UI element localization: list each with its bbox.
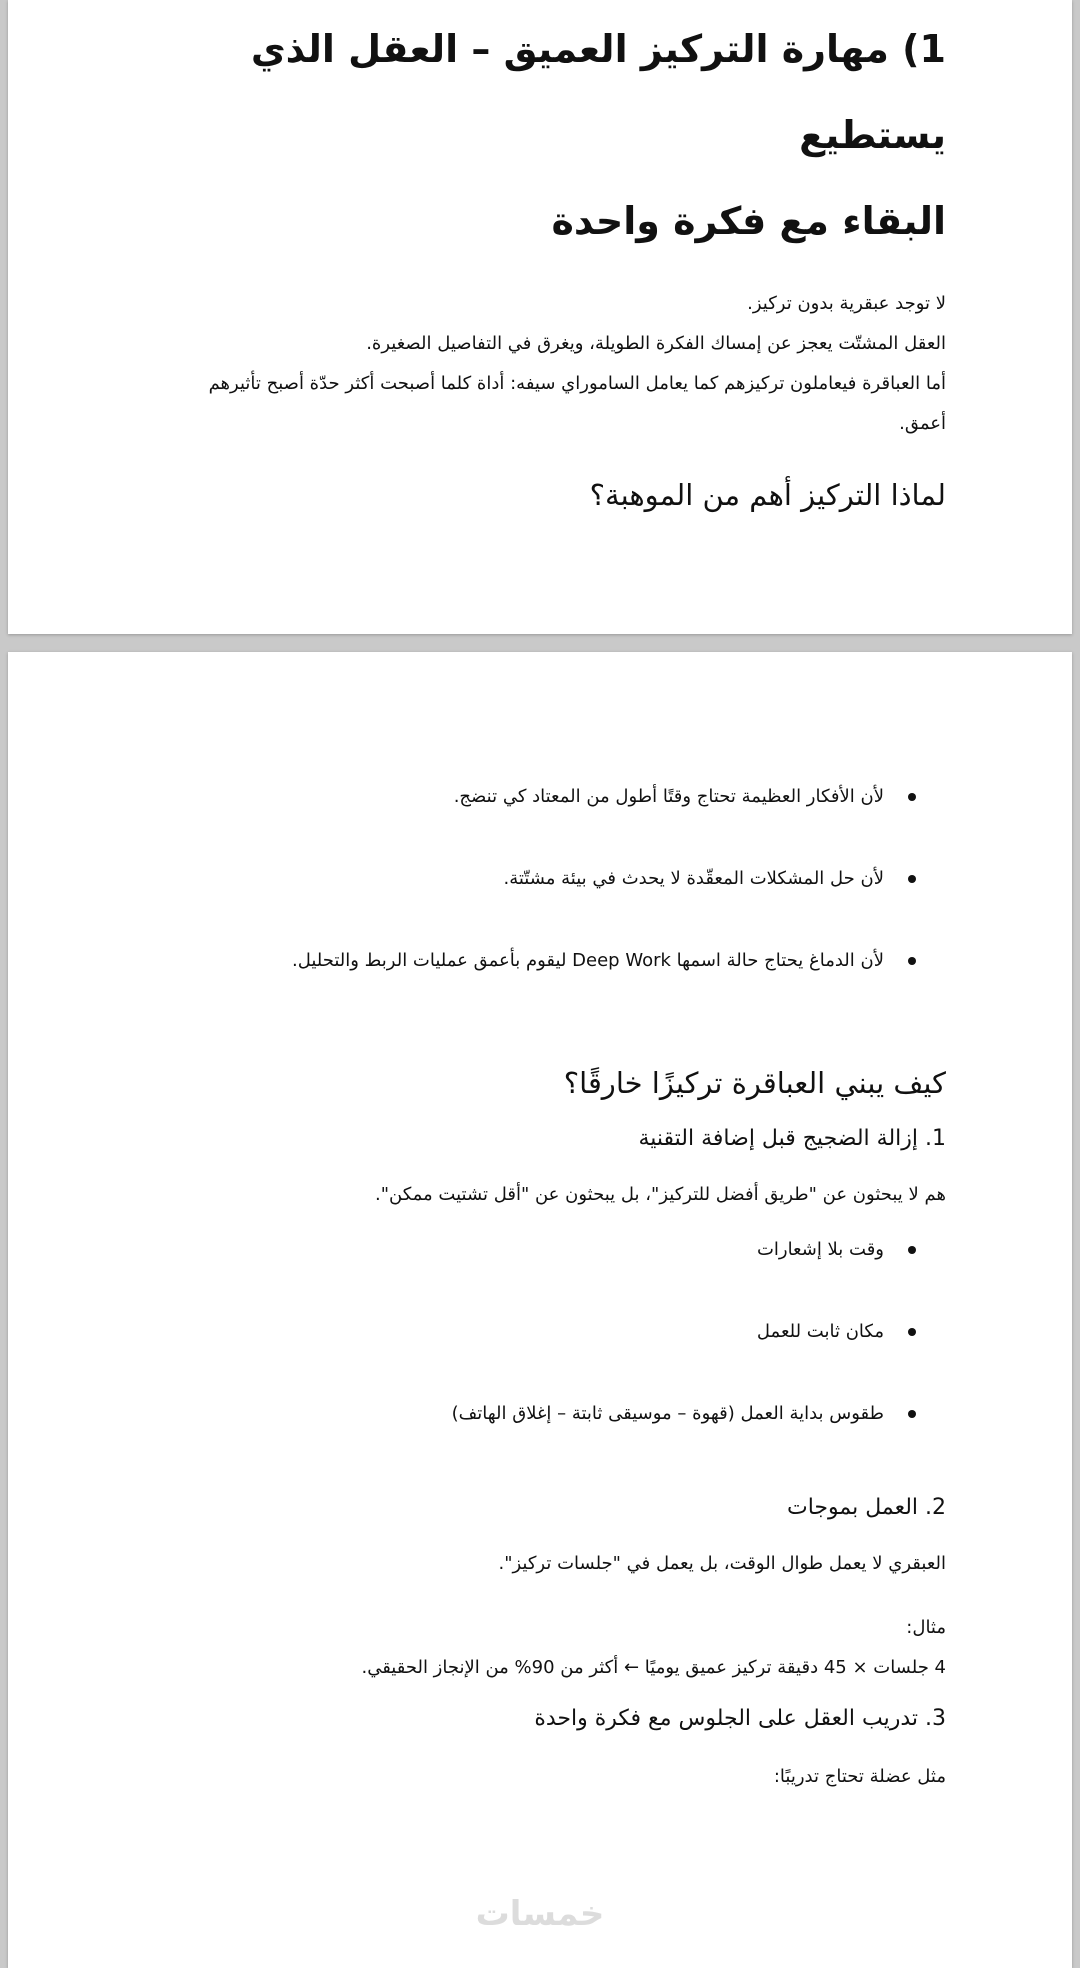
intro-paragraph-1: لا توجد عبقرية بدون تركيز. [747,293,946,314]
bullet-icon [908,1328,916,1336]
list-item-text: لأن الأفكار العظيمة تحتاج وقتًا أطول من المعتاد كي تنضج. [453,786,884,807]
step-1-text: هم لا يبحثون عن "طريق أفضل للتركيز"، بل يبحثون عن "أقل تشتيت ممكن". [375,1184,946,1205]
list-item-text: مكان ثابت للعمل [756,1321,884,1342]
list-item-text: لأن الدماغ يحتاج حالة اسمها Deep Work ليقوم بأعمق عمليات الربط والتحليل. [291,950,884,971]
document-page-2 [8,652,1072,1968]
section-heading-how: كيف يبني العباقرة تركيزًا خارقًا؟ [563,1066,946,1100]
list-item [168,782,946,864]
step-2-text: العبقري لا يعمل طوال الوقت، بل يعمل في "جلسات تركيز". [498,1553,946,1574]
step-1-list [168,1235,946,1481]
bullet-icon [908,957,916,965]
intro-paragraph-3-continued: أعمق. [899,413,946,434]
page-2-content [168,782,946,1797]
page-1-content [168,6,946,512]
intro-paragraph-2: العقل المشتّت يعجز عن إمساك الفكرة الطويلة، ويغرق في التفاصيل الصغيرة. [366,333,946,354]
list-item [168,864,946,946]
bullet-icon [908,1246,916,1254]
intro-paragraph-3: أما العباقرة فيعاملون تركيزهم كما يعامل الساموراي سيفه: أداة كلما أصبحت أكثر حدّة أصبح تأثيرهم [208,373,946,394]
bullet-icon [908,875,916,883]
list-item-text: وقت بلا إشعارات [756,1239,884,1260]
step-2-heading: 2. العمل بموجات [786,1495,946,1520]
bullet-icon [908,1410,916,1418]
why-focus-list [168,782,946,1028]
list-item-text: لأن حل المشكلات المعقّدة لا يحدث في بيئة مشتّتة. [503,868,884,889]
document-page-1 [8,0,1072,634]
list-item [168,1399,946,1481]
bullet-icon [908,793,916,801]
page-title-line-2: البقاء مع فكرة واحدة [551,199,946,243]
step-3-text: مثل عضلة تحتاج تدريبًا: [773,1766,946,1787]
watermark-logo: خمسات [475,1894,605,1934]
section-heading-why-focus: لماذا التركيز أهم من الموهبة؟ [589,478,946,512]
step-3-heading: 3. تدريب العقل على الجلوس مع فكرة واحدة [534,1706,946,1731]
step-2-example-label: مثال: [906,1617,946,1638]
list-item-text: طقوس بداية العمل (قهوة – موسيقى ثابتة – إغلاق الهاتف) [451,1403,884,1424]
list-item [168,946,946,1028]
step-2-example-text: 4 جلسات × 45 دقيقة تركيز عميق يوميًا ← أكثر من 90% من الإنجاز الحقيقي. [361,1657,946,1678]
list-item [168,1235,946,1317]
step-1-heading: 1. إزالة الضجيج قبل إضافة التقنية [638,1126,946,1151]
list-item [168,1317,946,1399]
page-title-line-1: 1) مهارة التركيز العميق – العقل الذي يستطيع [250,27,946,157]
